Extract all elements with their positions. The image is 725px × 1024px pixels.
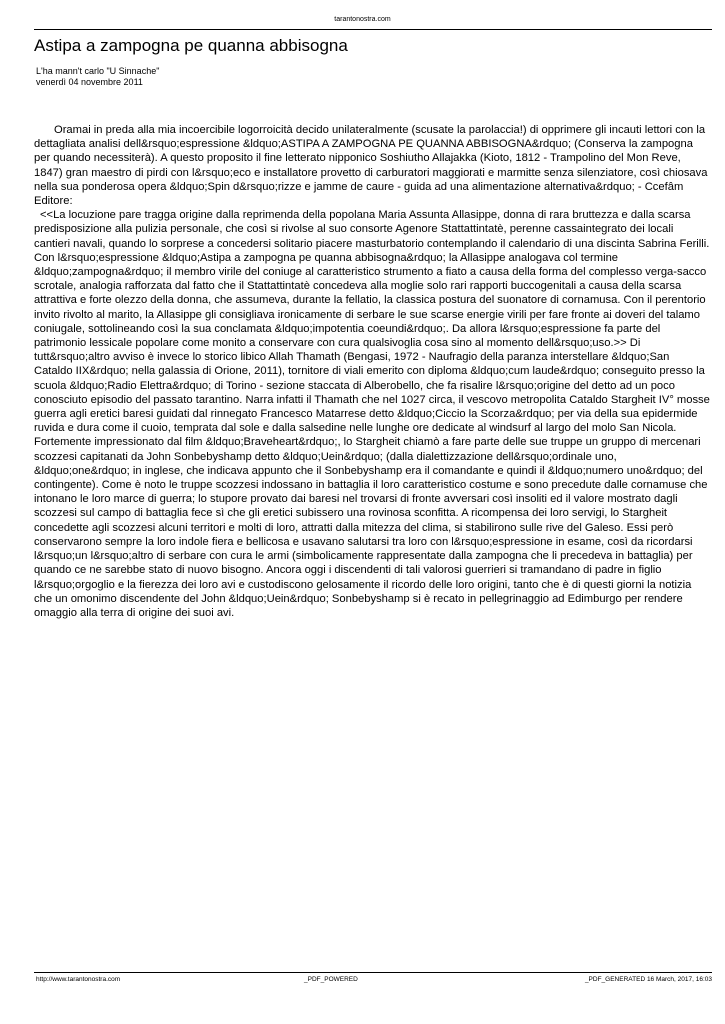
footer-pdf-generated: _PDF_GENERATED 16 March, 2017, 16:03 xyxy=(584,976,712,983)
publish-date: venerdì 04 novembre 2011 xyxy=(36,77,143,87)
article-meta xyxy=(36,66,159,88)
footer-pdf-powered: _PDF_POWERED xyxy=(304,976,358,983)
footer-site-link[interactable]: http://www.tarantonostra.com xyxy=(36,976,121,983)
footer-divider xyxy=(34,972,712,973)
author-line: L'ha mann't carlo "U Sinnache" xyxy=(36,66,160,76)
header-divider xyxy=(34,29,712,30)
body-paragraph-1: Oramai in preda alla mia incoercibile logorroicità decido unilateralmente (scusate la parolaccia!) di opprimere gli incauti lettori con la dettagliata analisi dell&rsquo;espressione &ldquo;ASTIPA A ZAMPOGNA PE QUANNA ABBISOGNA&rdquo; (Conserva la zampogna per quando necessiterà). A questo proposito il fine letterato nipponico Soshiutho Allajakka (Kioto, 1812 - Trampolino del Mon Reve, 1847) gran maestro di pirdi con l&rsquo;eco e installatore provetto di carburatori maggiorati e marmitte senza silenziatore, così chiosava nella sua ponderosa opera &ldquo;Spin d&rsquo;rizze e jamme de caure - guida ad una alimentazione alternativa&rdquo; - Ccefâm Editore: xyxy=(34,124,708,208)
article-title: Astipa a zampogna pe quanna abbisogna xyxy=(34,36,348,55)
site-domain-header: tarantonostra.com xyxy=(334,16,391,23)
body-paragraph-2: <<La locuzione pare tragga origine dalla reprimenda della popolana Maria Assunta Allasippe, donna di rara bruttezza e dalla scarsa predisposizione alla pulizia personale, che così si rivolse al suo consorte Agenore Stattattintatè, perenne cassaintegrato dei locali cantieri navali, quando lo sorprese a concedersi solitario piacere masturbatorio contemplando il calendario di una discinta Sabrina Ferilli. Con l&rsquo;espressione &ldquo;Astipa a zampogna pe quanna abbisogna&rdquo; la Allasippe analogava col termine &ldquo;zampogna&rdquo; il membro virile del coniuge al caratteristico strumento a fiato a causa della forma del complesso verga-sacco scrotale, analogia rafforzata dal fatto che il Stattattintatè concedeva alla moglie solo rari rapporti buccogenitali a causa della scarsa attrattiva e forte olezzo della donna, che assumeva, durante la fellatio, la classica postura del suonatore di cornamusa. Con il perentorio invito rivolto al marito, la Allasippe gli consigliava ironicamente di serbare le sue scarse energie virili per fare fronte ai doveri del talamo coniugale, sottolineando così la sua conclamata &ldquo;impotentia coeundi&rdquo;. Da allora l&rsquo;espressione fa parte del patrimonio lessicale popolare come monito a conservare con cura qualsivoglia cosa sino al momento dell&rsquo;uso.>> Di tutt&rsquo;altro avviso è invece lo storico libico Allah Thamath (Bengasi, 1972 - Naufragio della paranza interstellare &ldquo;San Cataldo IIX&rdquo; nella galassia di Orione, 2011), tornitore di viali emerito con diploma &ldquo;cum laude&rdquo; conseguito presso la scuola &ldquo;Radio Elettra&rdquo; di Torino - sezione staccata di Alberobello, che fa risalire l&rsquo;origine del detto ad un poco conosciuto episodio del passato tarantino. Narra infatti il Thamath che nel 1027 circa, il vescovo metropolita Cataldo Stargheit IV° mosse guerra agli eretici baresi guidati dal rinnegato Francesco Matarrese detto &ldquo;Ciccio la Scorza&rdquo; per via della sua epidermide ruvida e dura come il cuoio, temprata dal sole e dalla salsedine nelle lunghe ore dedicate al windsurf al largo del molo San Nicola. Fortemente impressionato dal film &ldquo;Braveheart&rdquo;, lo Stargheit chiamò a fare parte delle sue truppe un gruppo di mercenari scozzesi capitanati da John Sonbebyshamp detto &ldquo;Uein&rdquo; (dalla dialettizzazione dell&rsquo;ordinale uno, &ldquo;one&rdquo; in inglese, che indicava appunto che il Sonbebyshamp era il comandante e quindi il &ldquo;numero uno&rdquo; del contingente). Come è noto le truppe scozzesi indossano in battaglia il loro caratteristico costume e sono precedute dalle cornamuse che intonano le loro marce di guerra; lo stupore provato dai baresi nel trovarsi di fronte avversari così insoliti ed il valore mostrato dagli scozzesi sul campo di battaglia fece sì che gli eretici subissero una rovinosa sconfitta. A ricompensa dei loro servigi, lo Stargheit concedette agli scozzesi alcuni territori e molti di loro, attratti dalla mitezza del clima, si stabilirono sulle rive del Galeso. Essi però conservarono sempre la loro indole fiera e bellicosa e usavano salutarsi tra loro con l&rsquo;espressione in esame, così da ricordarsi l&rsquo;un l&rsquo;altro di serbare con cura le armi (simbolicamente rappresentate dalla zampogna che li precedeva in battaglia) per quando ce ne sarebbe stato di nuovo bisogno. Ancora oggi i discendenti di tali valorosi guerrieri si tramandano di padre in figlio l&rsquo;orgoglio e la fierezza dei loro avi e custodiscono gelosamente il ricordo delle loro origini, tanto che è di questi giorni la notizia che un omonimo discendente del John &ldquo;Uein&rdquo; Sonbebyshamp si è recato in pellegrinaggio ad Edimburgo per rendere omaggio alla terra di origine dei suoi avi. xyxy=(34,209,710,619)
article-body xyxy=(34,123,710,620)
